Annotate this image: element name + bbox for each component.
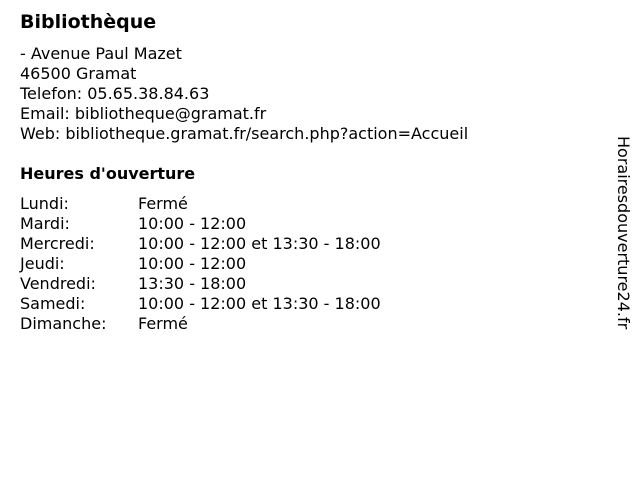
hours-row-friday — [20, 274, 381, 294]
site-brand-text: Horairesdouverture24.fr — [614, 136, 633, 330]
address-block — [20, 44, 468, 144]
day-label: Jeudi: — [20, 254, 65, 273]
email-address: Email: bibliotheque@gramat.fr — [20, 104, 267, 123]
address-street: - Avenue Paul Mazet — [20, 44, 182, 63]
day-label: Dimanche: — [20, 314, 107, 333]
hours-row-wednesday — [20, 234, 381, 254]
opening-hours-table — [20, 194, 381, 334]
address-city: 46500 Gramat — [20, 64, 137, 83]
place-title: Bibliothèque — [20, 11, 157, 33]
day-hours: Fermé — [138, 314, 188, 333]
day-label: Lundi: — [20, 194, 69, 213]
day-hours: 10:00 - 12:00 — [138, 254, 247, 273]
day-hours: Fermé — [138, 194, 188, 213]
day-hours: 13:30 - 18:00 — [138, 274, 247, 293]
day-label: Mercredi: — [20, 234, 95, 253]
day-hours: 10:00 - 12:00 et 13:30 - 18:00 — [138, 294, 381, 313]
site-brand-watermark — [611, 136, 635, 346]
website-address: Web: bibliotheque.gramat.fr/search.php?action=Accueil — [20, 124, 469, 143]
phone-number: Telefon: 05.65.38.84.63 — [20, 84, 210, 103]
day-label: Samedi: — [20, 294, 86, 313]
day-label: Vendredi: — [20, 274, 96, 293]
day-label: Mardi: — [20, 214, 70, 233]
hours-row-saturday — [20, 294, 381, 314]
day-hours: 10:00 - 12:00 et 13:30 - 18:00 — [138, 234, 381, 253]
hours-row-sunday — [20, 314, 381, 334]
hours-row-thursday — [20, 254, 381, 274]
opening-hours-heading: Heures d'ouverture — [20, 164, 196, 183]
day-hours: 10:00 - 12:00 — [138, 214, 247, 233]
hours-row-monday — [20, 194, 381, 214]
hours-row-tuesday — [20, 214, 381, 234]
